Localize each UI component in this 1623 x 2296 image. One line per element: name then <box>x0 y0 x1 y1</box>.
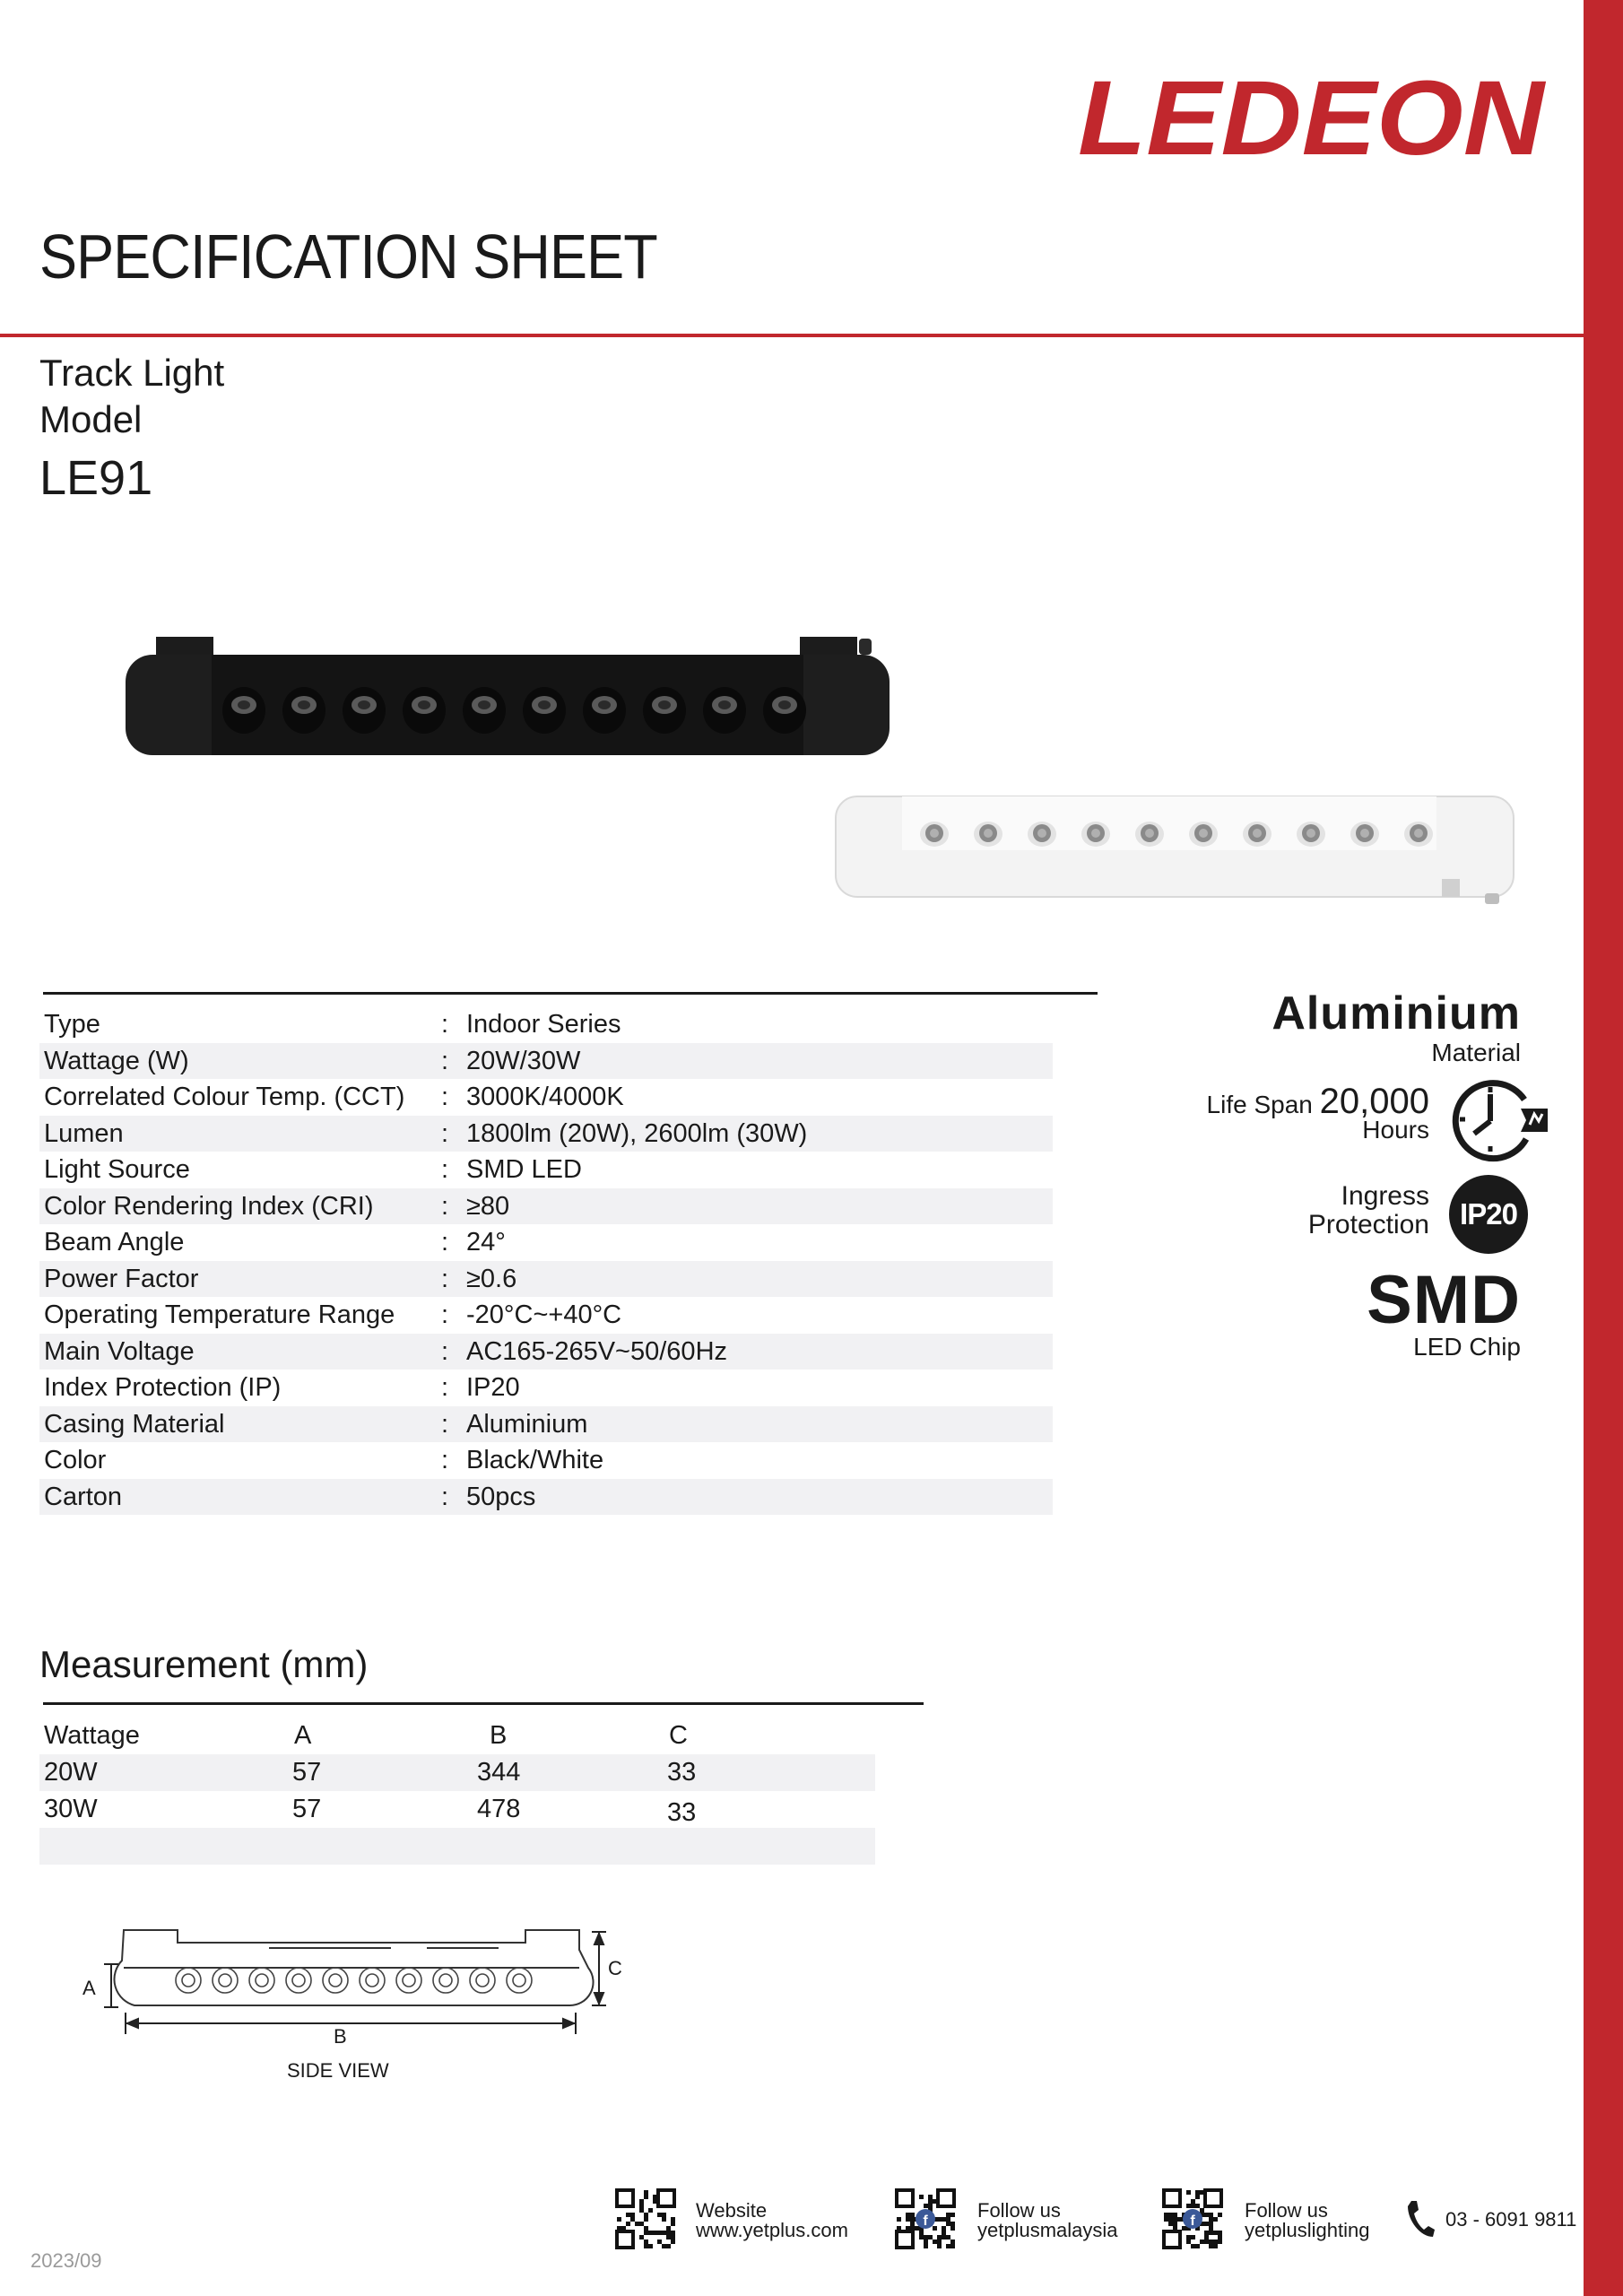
spec-colon: : <box>441 1228 449 1257</box>
product-category: Track Light <box>39 352 225 394</box>
spec-label: Power Factor <box>44 1264 199 1293</box>
led-lens <box>1189 822 1218 847</box>
phone-icon <box>1404 2199 1436 2239</box>
spec-label: Beam Angle <box>44 1228 185 1257</box>
logo-text: LEDEON <box>1078 70 1547 163</box>
follow-label: Follow us <box>1245 2199 1328 2222</box>
spec-colon: : <box>441 1010 449 1039</box>
spec-colon: : <box>441 1446 449 1474</box>
spec-row-lumen <box>39 1116 1053 1152</box>
dimension-label-a: A <box>82 1977 96 1999</box>
spec-colon: : <box>441 1118 449 1148</box>
spec-row-beam-angle <box>39 1224 1053 1261</box>
measurement-row-20w <box>39 1754 875 1791</box>
measurement-row-30w <box>39 1791 875 1828</box>
diagram-led-inner <box>219 1974 231 1987</box>
spec-row-type <box>39 1006 1053 1043</box>
spec-colon: : <box>441 1300 449 1329</box>
spec-row-light-source <box>39 1152 1053 1188</box>
led-lens <box>1404 822 1433 847</box>
spec-colon: : <box>441 1083 449 1111</box>
diagram-led <box>213 1968 238 1993</box>
col-header-a: A <box>294 1721 312 1750</box>
feature-smd-title: SMD <box>1367 1262 1521 1338</box>
spec-table-top-rule <box>43 992 1098 995</box>
led-lens <box>703 687 746 734</box>
spec-value: 50pcs <box>466 1482 536 1511</box>
led-lens <box>1135 822 1164 847</box>
diagram-led <box>176 1968 201 1993</box>
diagram-led-inner <box>513 1974 525 1987</box>
footer-follow-lighting[interactable] <box>1245 2201 1369 2240</box>
spec-label: Lumen <box>44 1118 124 1148</box>
lifespan-label: Life Span <box>1206 1091 1313 1118</box>
model-label: Model <box>39 398 143 440</box>
follow-value[interactable]: yetpluslighting <box>1245 2219 1370 2241</box>
spec-label: Wattage (W) <box>44 1046 189 1075</box>
ingress-line1: Ingress <box>1341 1181 1429 1211</box>
diagram-led <box>323 1968 348 1993</box>
spec-colon: : <box>441 1155 449 1184</box>
feature-smd-sub: LED Chip <box>1413 1333 1521 1361</box>
measurement-title: Measurement (mm) <box>39 1643 369 1685</box>
spec-value: 24° <box>466 1228 506 1257</box>
led-lens <box>282 687 325 734</box>
led-lens <box>1350 822 1379 847</box>
issue-date: 2023/09 <box>30 2249 102 2272</box>
diagram-led <box>286 1968 311 1993</box>
qr-code-facebook-icon[interactable] <box>895 2188 956 2249</box>
spec-value: SMD LED <box>466 1155 582 1184</box>
diagram-led <box>396 1968 421 1993</box>
follow-value[interactable]: yetplusmalaysia <box>977 2219 1118 2241</box>
measurement-row-empty <box>39 1828 875 1865</box>
spec-colon: : <box>441 1482 449 1511</box>
clock-icon <box>1447 1074 1548 1164</box>
diagram-led-inner <box>439 1974 452 1987</box>
measurement-rule <box>43 1702 924 1705</box>
spec-label: Casing Material <box>44 1409 225 1439</box>
cell-wattage: 20W <box>44 1758 98 1787</box>
spec-value: ≥0.6 <box>466 1264 517 1293</box>
led-lens <box>974 822 1002 847</box>
spec-row-ip <box>39 1370 1053 1406</box>
spec-colon: : <box>441 1191 449 1221</box>
spec-label: Carton <box>44 1482 123 1511</box>
spec-colon: : <box>441 1336 449 1366</box>
spec-value: ≥80 <box>466 1191 510 1221</box>
spec-value: Aluminium <box>466 1409 588 1439</box>
footer-phone[interactable]: 03 - 6091 9811 <box>1445 2208 1577 2231</box>
product-image-black <box>126 628 897 762</box>
diagram-led <box>507 1968 532 1993</box>
side-view-caption: SIDE VIEW <box>287 2059 389 2082</box>
spec-label: Color <box>44 1446 107 1474</box>
cell-b: 478 <box>477 1795 521 1823</box>
col-header-wattage: Wattage <box>44 1721 140 1750</box>
diagram-led-inner <box>329 1974 342 1987</box>
spec-label: Color Rendering Index (CRI) <box>44 1191 374 1221</box>
svg-text:f: f <box>923 2213 928 2229</box>
led-lens <box>463 687 506 734</box>
spec-row-carton <box>39 1479 1053 1516</box>
spec-colon: : <box>441 1264 449 1293</box>
diagram-led-inner <box>256 1974 268 1987</box>
spec-value: Indoor Series <box>466 1010 621 1039</box>
cell-a: 57 <box>292 1795 322 1823</box>
spec-value: 3000K/4000K <box>466 1083 624 1111</box>
diagram-led-inner <box>476 1974 489 1987</box>
led-lens <box>523 687 566 734</box>
led-lens <box>643 687 686 734</box>
right-accent-bar <box>1584 0 1623 2296</box>
diagram-led <box>249 1968 274 1993</box>
diagram-led-inner <box>366 1974 378 1987</box>
led-lens <box>403 687 446 734</box>
spec-colon: : <box>441 1373 449 1402</box>
diagram-led <box>433 1968 458 1993</box>
feature-ingress <box>1121 1182 1429 1239</box>
spec-row-operating-temp <box>39 1297 1053 1334</box>
header-divider <box>0 334 1584 337</box>
spec-row-casing <box>39 1406 1053 1443</box>
col-header-c: C <box>669 1721 688 1750</box>
spec-value: 20W/30W <box>466 1046 581 1075</box>
led-lens <box>763 687 806 734</box>
ledeon-logo <box>1074 70 1548 163</box>
spec-row-color <box>39 1442 1053 1479</box>
spec-value: IP20 <box>466 1373 520 1402</box>
feature-lifespan-unit: Hours <box>1362 1116 1429 1144</box>
ip20-badge-icon: IP20 <box>1449 1175 1528 1254</box>
ingress-line2: Protection <box>1307 1210 1429 1239</box>
diagram-led <box>470 1968 495 1993</box>
spec-label: Type <box>44 1010 100 1039</box>
spec-row-main-voltage <box>39 1334 1053 1370</box>
spec-colon: : <box>441 1046 449 1075</box>
diagram-led <box>360 1968 385 1993</box>
diagram-led-inner <box>292 1974 305 1987</box>
col-header-b: B <box>490 1721 508 1750</box>
cell-b: 344 <box>477 1758 521 1787</box>
svg-text:f: f <box>1190 2213 1195 2229</box>
spec-value: -20°C~+40°C <box>466 1300 622 1329</box>
led-lens <box>920 822 949 847</box>
cell-c: 33 <box>667 1758 697 1787</box>
spec-label: Light Source <box>44 1155 190 1184</box>
spec-row-wattage <box>39 1043 1053 1080</box>
diagram-led-inner <box>182 1974 195 1987</box>
spec-label: Main Voltage <box>44 1336 195 1366</box>
measurement-table <box>39 1718 875 1865</box>
dimension-label-c: C <box>608 1957 622 1979</box>
cell-wattage: 30W <box>44 1795 98 1823</box>
led-lens <box>1243 822 1271 847</box>
page-title: SPECIFICATION SHEET <box>39 222 657 291</box>
product-image-white <box>830 789 1517 915</box>
website-label: Website <box>696 2199 768 2222</box>
spec-colon: : <box>441 1409 449 1439</box>
spec-row-power-factor <box>39 1261 1053 1298</box>
led-lens <box>1081 822 1110 847</box>
led-lens <box>583 687 626 734</box>
measurement-header-row <box>39 1718 875 1754</box>
led-lens <box>1028 822 1056 847</box>
spec-table <box>39 1006 1053 1515</box>
spec-row-cri <box>39 1188 1053 1225</box>
dimension-label-b: B <box>334 2025 347 2048</box>
led-lens <box>343 687 386 734</box>
spec-label: Correlated Colour Temp. (CCT) <box>44 1083 405 1111</box>
footer-follow-malaysia[interactable] <box>977 2201 1118 2240</box>
qr-code-website-icon[interactable] <box>615 2188 676 2249</box>
led-lens <box>222 687 265 734</box>
footer-website[interactable] <box>696 2201 848 2240</box>
follow-label: Follow us <box>977 2199 1061 2222</box>
spec-label: Operating Temperature Range <box>44 1300 395 1329</box>
led-lens <box>1297 822 1325 847</box>
feature-material-title: Aluminium <box>1271 987 1521 1039</box>
lifespan-value: 20,000 <box>1319 1082 1429 1121</box>
spec-label: Index Protection (IP) <box>44 1373 282 1402</box>
cell-a: 57 <box>292 1758 322 1787</box>
spec-row-cct <box>39 1079 1053 1116</box>
diagram-led-inner <box>403 1974 415 1987</box>
spec-value: Black/White <box>466 1446 604 1474</box>
website-value[interactable]: www.yetplus.com <box>696 2219 848 2241</box>
feature-material-sub: Material <box>1431 1039 1521 1066</box>
qr-code-facebook-lighting-icon[interactable] <box>1162 2188 1223 2249</box>
spec-value: AC165-265V~50/60Hz <box>466 1336 728 1366</box>
cell-c: 33 <box>667 1798 697 1827</box>
spec-value: 1800lm (20W), 2600lm (30W) <box>466 1118 808 1148</box>
model-number: LE91 <box>39 451 153 505</box>
